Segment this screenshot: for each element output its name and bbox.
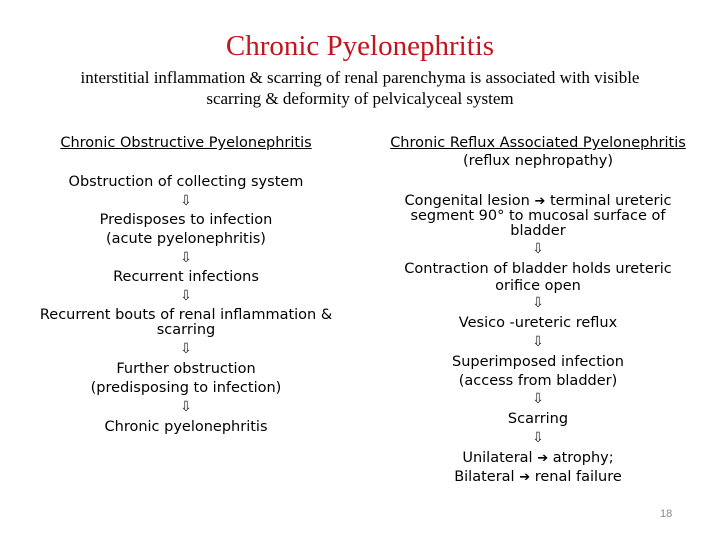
flow-text: renal failure (534, 469, 622, 485)
flow-step: (predisposing to infection) (90, 380, 282, 396)
down-arrow-icon: ⇩ (532, 430, 544, 446)
flow-step: (access from bladder) (458, 373, 618, 389)
reflux-subheading: (reflux nephropathy) (463, 153, 613, 169)
flow-step: segment 90° to mucosal surface of (410, 208, 666, 224)
subtitle-line: scarring & deformity of pelvicalyceal system (206, 89, 514, 108)
subtitle-line: interstitial inflammation & scarring of renal parenchyma is associated with visible (80, 68, 640, 87)
flow-step (372, 469, 704, 486)
down-arrow-icon: ⇩ (180, 193, 192, 209)
flow-step: Predisposes to infection (99, 212, 273, 228)
right-arrow-icon: ➔ (537, 451, 549, 466)
down-arrow-icon: ⇩ (532, 241, 544, 257)
down-arrow-icon: ⇩ (180, 399, 192, 415)
flow-step: (acute pyelonephritis) (106, 231, 266, 247)
down-arrow-icon: ⇩ (180, 250, 192, 266)
flow-step: bladder (510, 223, 566, 239)
right-arrow-icon: ➔ (534, 194, 546, 209)
down-arrow-icon: ⇩ (532, 391, 544, 407)
flow-step: Further obstruction (116, 361, 256, 377)
flow-step (372, 450, 704, 467)
flow-step: Scarring (507, 411, 569, 427)
slide-subtitle (40, 67, 680, 109)
down-arrow-icon: ⇩ (180, 341, 192, 357)
right-arrow-icon: ➔ (519, 470, 531, 485)
flow-step: Superimposed infection (452, 354, 624, 370)
flow-step: scarring (156, 322, 216, 338)
reflux-heading: Chronic Reflux Associated Pyelonephritis (390, 135, 686, 151)
flow-step: Obstruction of collecting system (68, 174, 304, 190)
flow-text: Unilateral (462, 450, 533, 466)
flow-text: Congenital lesion (404, 193, 530, 209)
down-arrow-icon: ⇩ (180, 288, 192, 304)
obstructive-heading: Chronic Obstructive Pyelonephritis (60, 135, 312, 151)
page-number: 18 (660, 508, 673, 520)
flow-step: Chronic pyelonephritis (104, 419, 268, 435)
flow-text: atrophy; (552, 450, 614, 466)
flow-step: Contraction of bladder holds ureteric (404, 261, 672, 277)
down-arrow-icon: ⇩ (532, 295, 544, 311)
flow-step: Recurrent infections (113, 269, 259, 285)
flow-text: terminal ureteric (549, 193, 672, 209)
flow-text: Bilateral (454, 469, 515, 485)
flow-step: Vesico -ureteric reflux (458, 315, 618, 331)
down-arrow-icon: ⇩ (532, 334, 544, 350)
slide-title: Chronic Pyelonephritis (225, 30, 495, 62)
flow-step: orifice open (495, 278, 581, 294)
flow-step: Recurrent bouts of renal inflammation & (39, 307, 333, 323)
